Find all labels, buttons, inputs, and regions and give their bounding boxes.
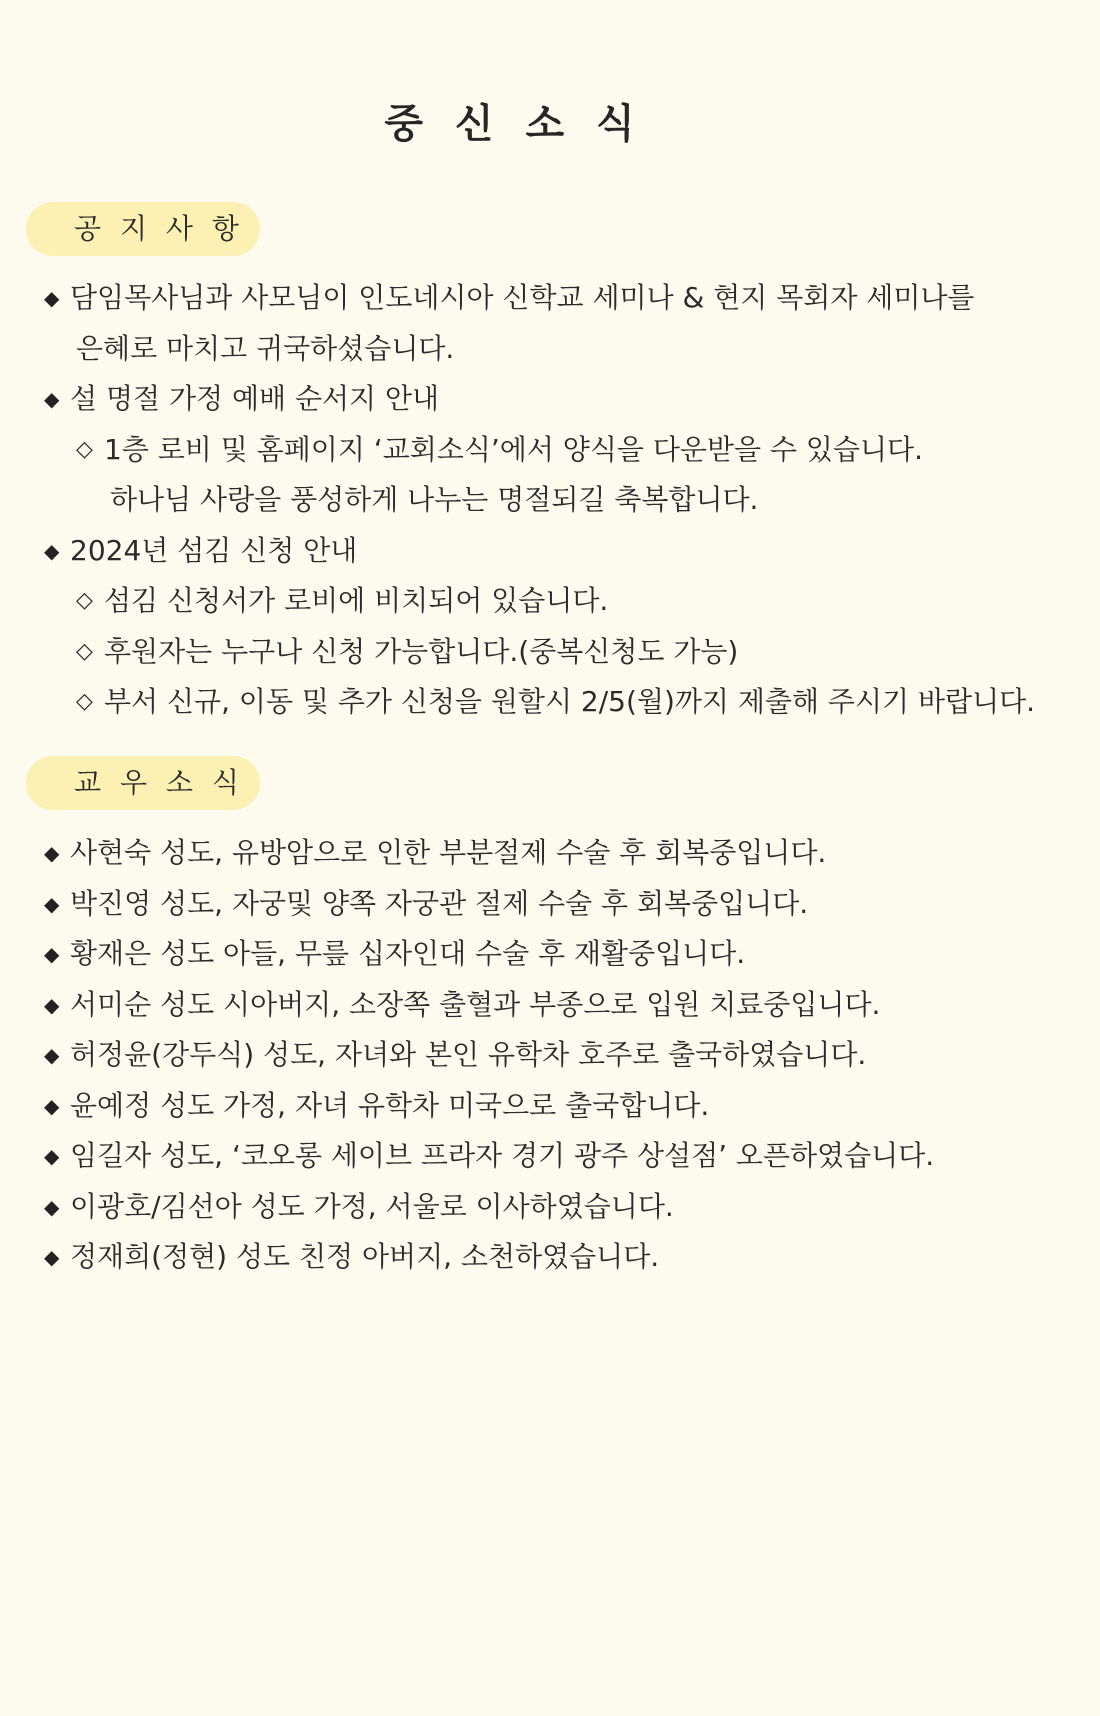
notice-list [44,273,1035,728]
list-item-text: 임길자 성도, ‘코오롱 세이브 프라자 경기 광주 상설점’ 오픈하였습니다. [70,1139,935,1172]
bullet-icon: ◇ [76,689,93,714]
bullet-icon: ◆ [44,387,60,411]
list-item [44,980,934,1031]
list-item [44,475,1035,526]
list-item [44,627,1035,678]
notice-section-heading: 공 지 사 항 [26,202,260,256]
bullet-icon: ◆ [44,841,60,865]
bullet-icon: ◇ [76,638,93,664]
bullet-icon: ◇ [76,588,93,613]
list-item [44,1081,934,1132]
bullet-icon: ◆ [44,1093,60,1118]
list-item-text: 박진영 성도, 자궁및 양쪽 자궁관 절제 수술 후 회복중입니다. [70,886,809,920]
list-item [44,576,1035,627]
bullet-icon: ◆ [44,286,60,310]
list-item-text: 서미순 성도 시아버지, 소장쪽 출혈과 부종으로 입원 치료중입니다. [70,987,881,1021]
list-item [44,1232,934,1283]
list-item-text: 허정윤(강두식) 성도, 자녀와 본인 유학차 호주로 출국하였습니다. [70,1038,867,1071]
members-list [44,828,934,1283]
list-item [44,1131,934,1182]
bullet-icon: ◆ [44,942,60,966]
list-item [44,879,934,930]
list-item [44,929,934,980]
bullet-icon: ◆ [44,1194,60,1219]
list-item-text: 황재은 성도 아들, 무릎 십자인대 수술 후 재활중입니다. [70,937,746,970]
list-item-text: 이광호/김선아 성도 가정, 서울로 이사하였습니다. [70,1189,674,1223]
list-item [44,1182,934,1233]
page-title: 중 신 소 식 [384,101,644,147]
bullet-icon: ◆ [44,1144,60,1168]
list-item [44,1030,934,1081]
members-section-heading: 교 우 소 식 [26,756,260,810]
list-item-text: 윤예정 성도 가정, 자녀 유학차 미국으로 출국합니다. [70,1088,710,1122]
bullet-icon: ◇ [76,436,93,462]
list-item [44,425,1035,476]
list-item [44,828,934,879]
bullet-icon: ◆ [44,538,60,563]
list-item-text: 1층 로비 및 홈페이지 ‘교회소식’에서 양식을 다운받을 수 있습니다. [104,432,923,466]
list-item-text: 2024년 섬김 신청 안내 [70,533,358,567]
bullet-icon: ◆ [44,891,60,916]
bullet-icon: ◆ [44,1245,60,1269]
list-item [44,526,1035,577]
list-item-text: 사현숙 성도, 유방암으로 인한 부분절제 수술 후 회복중입니다. [70,836,827,869]
bullet-icon: ◆ [44,992,60,1017]
list-item [44,324,1035,375]
list-item-text: 부서 신규, 이동 및 추가 신청을 원할시 2/5(월)까지 제출해 주시기 바랍니다. [104,685,1036,718]
list-item-text: 섬김 신청서가 로비에 비치되어 있습니다. [104,584,609,617]
list-item [44,374,1035,425]
list-item [44,273,1035,324]
list-item-text: 정재희(정현) 성도 친정 아버지, 소천하였습니다. [70,1240,660,1273]
list-item-text: 설 명절 가정 예배 순서지 안내 [70,382,440,415]
list-item-text: 은혜로 마치고 귀국하셨습니다. [76,331,455,365]
bullet-icon: ◆ [44,1043,60,1067]
list-item-text: 후원자는 누구나 신청 가능합니다.(중복신청도 가능) [104,634,739,668]
list-item-text: 하나님 사랑을 풍성하게 나누는 명절되길 축복합니다. [110,483,759,516]
list-item-text: 담임목사님과 사모님이 인도네시아 신학교 세미나 & 현지 목회자 세미나를 [70,281,975,314]
list-item [44,677,1035,728]
